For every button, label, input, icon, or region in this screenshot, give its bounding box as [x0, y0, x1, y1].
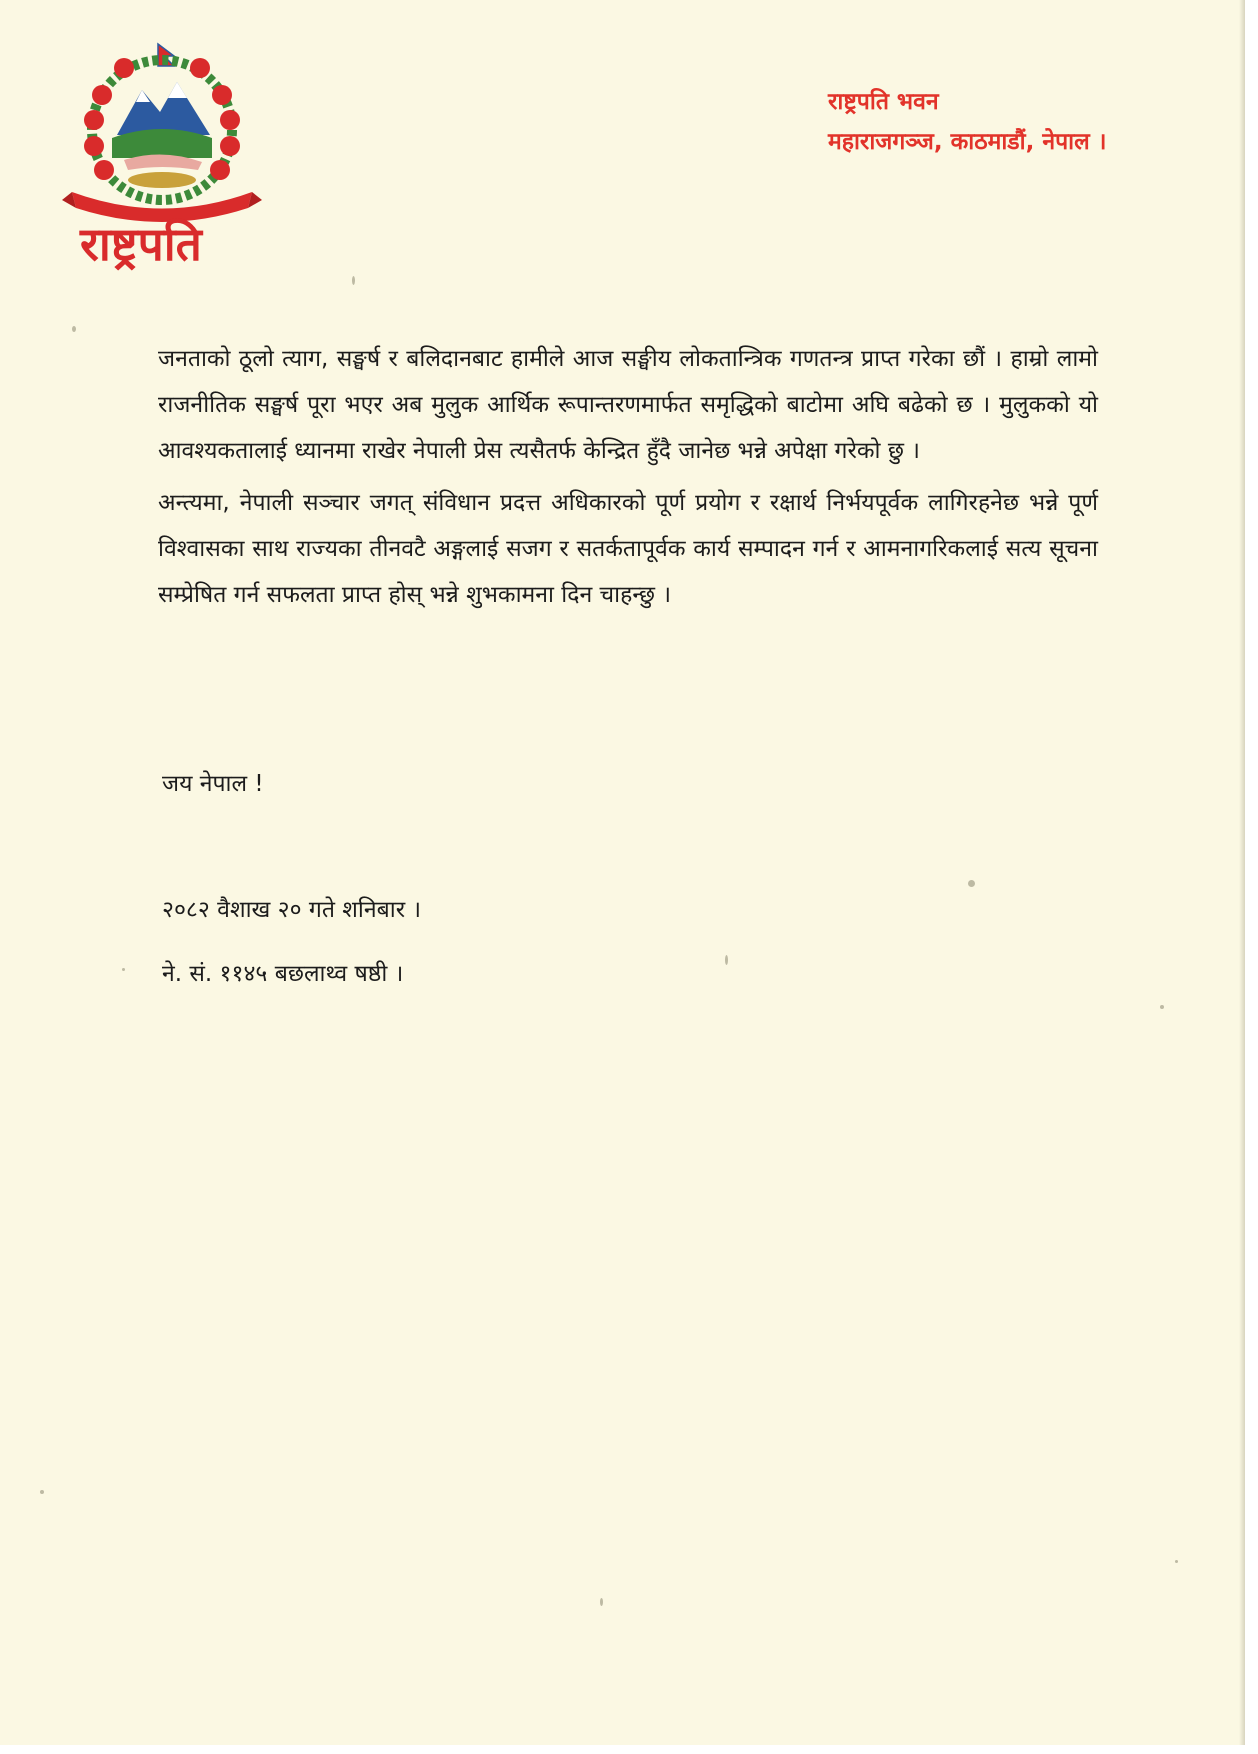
closing-salutation: जय नेपाल !	[162, 771, 264, 797]
paper-speck	[122, 968, 125, 971]
paper-speck	[968, 880, 975, 887]
paper-speck	[1160, 1005, 1164, 1009]
page-edge-shadow	[1239, 0, 1245, 1745]
paper-speck	[600, 1598, 603, 1606]
paper-speck	[40, 1490, 44, 1494]
seal-title: राष्ट्रपति	[80, 217, 202, 271]
letter-date: २०८२ वैशाख २० गते शनिबार ।	[162, 897, 422, 923]
body-paragraph-2: अन्त्यमा, नेपाली सञ्चार जगत् संविधान प्रदत्त अधिकारको पूर्ण प्रयोग र रक्षार्थ निर्भयपूर्वक लागिरहनेछ भन्ने पूर्ण विश्वासका साथ राज्यका तीनवटै अङ्गलाई सजग र सतर्कतापूर्वक कार्य सम्पादन गर्न र आमनागरिकलाई सत्य सूचना सम्प्रेषित गर्न सफलता प्राप्त होस् भन्ने शुभकामना दिन चाहन्छु ।	[158, 490, 1098, 608]
address-line-1: राष्ट्रपति भवन	[828, 89, 939, 115]
nepal-sambat-date: ने. सं. ११४५ बछलाथ्व षष्ठी ।	[162, 961, 404, 987]
body-paragraph-1: जनताको ठूलो त्याग, सङ्घर्ष र बलिदानबाट हामीले आज सङ्घीय लोकतान्त्रिक गणतन्त्र प्राप्त गरेका छौं । हाम्रो लामो राजनीतिक सङ्घर्ष पूरा भएर अब मुलुक आर्थिक रूपान्तरणमार्फत समृद्धिको बाटोमा अघि बढेको छ । मुलुकको यो आवश्यकतालाई ध्यानमा राखेर नेपाली प्रेस त्यसैतर्फ केन्द्रित हुँदै जानेछ भन्ने अपेक्षा गरेको छु ।	[158, 346, 1098, 464]
paper-speck	[352, 276, 355, 285]
letter-body	[158, 336, 1098, 624]
nepal-coat-of-arms-icon	[62, 40, 262, 225]
address-line-2: महाराजगञ्ज, काठमाडौं, नेपाल ।	[828, 129, 1107, 155]
paper-speck	[725, 955, 728, 965]
paper-speck	[72, 326, 76, 332]
letterhead-address	[828, 82, 1106, 162]
paper-speck	[1175, 1560, 1178, 1563]
